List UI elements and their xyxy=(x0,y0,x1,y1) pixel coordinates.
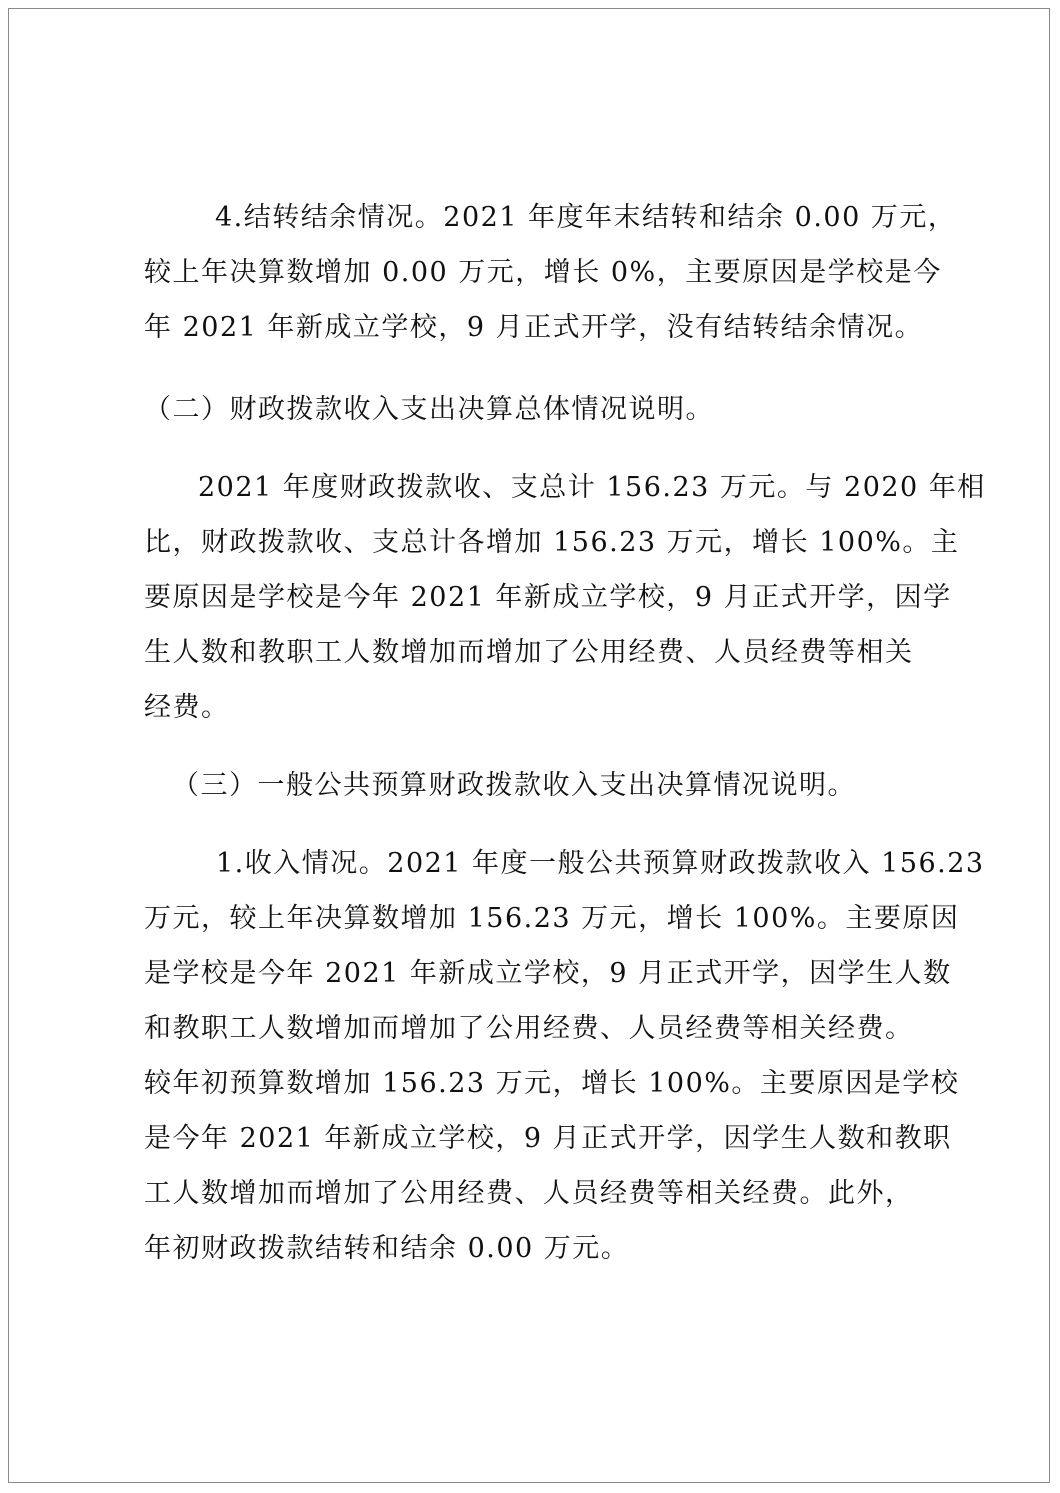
paragraph-line: 1.收入情况。2021 年度一般公共预算财政拨款收入 156.23 xyxy=(216,848,985,879)
paragraph-line: 2021 年度财政拨款收、支总计 156.23 万元。与 2020 年相 xyxy=(198,472,986,503)
paragraph-line: 和教职工人数增加而增加了公用经费、人员经费等相关经费。 xyxy=(144,1013,914,1044)
paragraph-line: 要原因是学校是今年 2021 年新成立学校，9 月正式开学，因学 xyxy=(144,582,952,613)
section-heading: （二）财政拨款收入支出决算总体情况说明。 xyxy=(144,394,714,425)
section-heading: （三）一般公共预算财政拨款收入支出决算情况说明。 xyxy=(172,770,856,801)
paragraph-line: 4.结转结余情况。2021 年度年末结转和结余 0.00 万元， xyxy=(215,202,957,233)
paragraph-line: 年初财政拨款结转和结余 0.00 万元。 xyxy=(144,1233,630,1264)
paragraph-line: 经费。 xyxy=(144,692,230,723)
paragraph-line: 是学校是今年 2021 年新成立学校，9 月正式开学，因学生人数 xyxy=(144,958,952,989)
paragraph-line: 是今年 2021 年新成立学校，9 月正式开学，因学生人数和教职 xyxy=(144,1123,952,1154)
paragraph-line: 较上年决算数增加 0.00 万元，增长 0%，主要原因是学校是今 xyxy=(144,257,942,288)
paragraph-line: 万元，较上年决算数增加 156.23 万元，增长 100%。主要原因 xyxy=(144,903,960,934)
paragraph-line: 比，财政拨款收、支总计各增加 156.23 万元，增长 100%。主 xyxy=(144,527,960,558)
paragraph-line: 年 2021 年新成立学校，9 月正式开学，没有结转结余情况。 xyxy=(144,312,924,343)
paragraph-line: 较年初预算数增加 156.23 万元，增长 100%。主要原因是学校 xyxy=(144,1068,960,1099)
paragraph-line: 生人数和教职工人数增加而增加了公用经费、人员经费等相关 xyxy=(144,637,914,668)
paragraph-line: 工人数增加而增加了公用经费、人员经费等相关经费。此外， xyxy=(144,1178,914,1209)
